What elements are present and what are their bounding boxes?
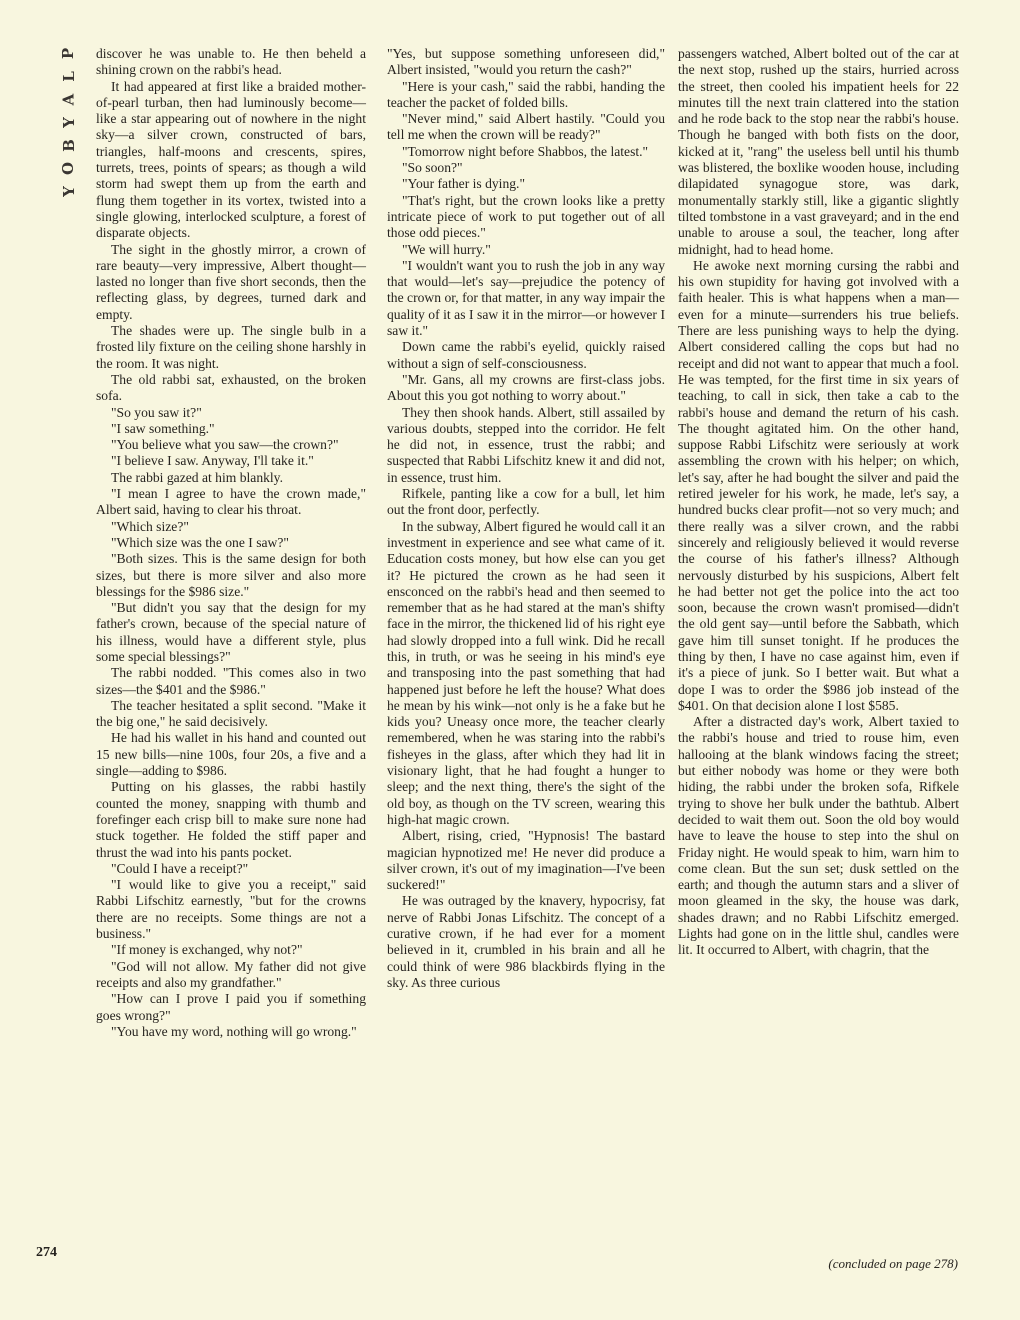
paragraph: "God will not allow. My father did not give receipts and also my grandfather." (96, 958, 366, 990)
paragraph: "I would like to give you a receipt," said Rabbi Lifschitz earnestly, "but for the crowns there are no receipts. Some things are not a business." (96, 877, 366, 942)
logo-letter: A (59, 93, 78, 106)
page-number: 274 (36, 1245, 57, 1260)
paragraph: "Yes, but suppose something unforeseen did," Albert insisted, "would you return the cash?" (387, 46, 665, 78)
paragraph: In the subway, Albert figured he would call it an investment in experience and see what came of it. Education costs money, but how else can you get it? He pictured the crown as he had seen it ensconced on the rabbi's head and then seemed to remember that as he had stared at the man's shifty face in the mirror, the thickened lid of his right eye had slowly dropped into a full wink. Did he recall this, in truth, or was he seeing in his mind's eye and transposing into the past something that had happened just before he left the house? What does he mean by his wink—not only is he a fake but he kids you? Uneasy once more, the teacher clearly remembered, when he was staring into the rabbi's fisheyes in the glass, after which they had lit in visionary light, that he had fought a hunger to sleep; and the next thing, there's the sight of the old boy, as though on the TV screen, wearing this high-hat magic crown. (387, 518, 665, 827)
paragraph: "So soon?" (402, 160, 463, 176)
logo-letter: Y (59, 117, 78, 128)
logo-letter: L (59, 71, 78, 82)
paragraph: The rabbi gazed at him blankly. (111, 469, 283, 485)
paragraph: The old rabbi sat, exhausted, on the broken sofa. (96, 371, 366, 404)
logo-letter: Y (59, 186, 78, 197)
logo-letter: O (59, 161, 78, 176)
paragraph: The rabbi nodded. "This comes also in two sizes—the $401 and the $986." (96, 665, 366, 697)
paragraph: "If money is exchanged, why not?" (111, 942, 303, 958)
paragraph: After a distracted day's work, Albert taxied to the rabbi's house and tried to rouse him, even hallooing at the blank windows facing the street; but either nobody was home or they were both hiding, the rabbi under the broken sofa, Rifkele trying to shove her bulk under the bathtub. Albert decided to wait them out. Soon the old boy would have to leave the house to step into the shul on Friday night. He would speak to him, warn him to come clean. But the sun set; dusk settled on the earth; and though the autumn stars and a sliver of moon gleamed in the sky, the house was dark, shades drawn; and no Rabbi Lifschitz emerged. Lights had gone on in the little shul, candles were lit. It occurred to Albert, with chagrin, that the (678, 714, 959, 958)
paragraph: "But didn't you say that the design for my father's crown, because of the special nature of his illness, would have a different style, plus some special blessings?" (96, 600, 366, 664)
paragraph: "Which size was the one I saw?" (111, 534, 289, 550)
paragraph: "Which size?" (111, 518, 189, 534)
text-column-1 (96, 46, 366, 1040)
paragraph: "We will hurry." (402, 241, 491, 257)
paragraph: "You believe what you saw—the crown?" (111, 437, 339, 453)
paragraph: The shades were up. The single bulb in a frosted lily fixture on the ceiling shone harshly in the room. It was night. (96, 323, 366, 371)
paragraph: They then shook hands. Albert, still assailed by various doubts, stepped into the corridor. He felt he did not, in essence, trust the rabbi; and suspected that Rabbi Lifschitz knew it and did not, in essence, trust him. (387, 404, 665, 485)
paragraph: discover he was unable to. He then beheld a shining crown on the rabbi's head. (96, 46, 366, 78)
paragraph: Rifkele, panting like a cow for a bull, let him out the front door, perfectly. (387, 486, 665, 518)
paragraph: "Your father is dying." (402, 176, 525, 192)
paragraph: "I mean I agree to have the crown made," Albert said, having to clear his throat. (96, 486, 366, 518)
paragraph: "Mr. Gans, all my crowns are first-class jobs. About this you got nothing to worry about." (387, 371, 665, 404)
paragraph: "How can I prove I paid you if something goes wrong?" (96, 991, 366, 1023)
paragraph: "Could I have a receipt?" (111, 860, 249, 876)
paragraph: "Tomorrow night before Shabbos, the latest." (402, 143, 649, 159)
paragraph: Down came the rabbi's eyelid, quickly raised without a sign of self-consciousness. (387, 339, 665, 371)
magazine-logo (58, 42, 80, 203)
paragraph: The teacher hesitated a split second. "Make it the big one," he said decisively. (96, 697, 366, 730)
paragraph: He awoke next morning cursing the rabbi and his own stupidity for having got involved with a faith healer. This is what happens when a man—even for a minute—surrenders his true beliefs. There are less punishing ways to help the dying. Albert considered calling the cops but had no receipt and did not want to appear that much a fool. He was tempted, for the first time in six years of teaching, to call in sick, then take a cab to the rabbi's house and demand the return of his cash. The thought agitated him. On the other hand, suppose Rabbi Lifschitz were seriously at work assembling the crown with his helper; on which, let's say, after he had bought the silver and paid the retired jeweler for his work, he made, let's say, a hundred bucks clear profit—not so very much; and there really was a silver crown, and the rabbi sincerely and religiously believed it would reverse the course of his father's illness? Although nervously disturbed by his suspicions, Albert felt he had better not get the police into the act too soon, because the crown wasn't promised—didn't the old gent say—until before the Sabbath, which gave him till sunset tonight. If he produces the thing by then, I have no case against him, even if it's a piece of junk. So I better wait. But what a dope I was to order the $986 job instead of the $401. On that decision alone I lost $585. (678, 257, 959, 713)
paragraph: "I wouldn't want you to rush the job in any way that would—let's say—prejudice the potency of the crown or, for that matter, in any way impair the quality of it as I saw it in the mirror—or however I saw it." (387, 257, 665, 339)
paragraph: "I saw something." (111, 420, 215, 436)
paragraph: Albert, rising, cried, "Hypnosis! The bastard magician hypnotized me! He never did produce a silver crown, it's out of my imagination—I've been suckered!" (387, 828, 665, 893)
paragraph: "Never mind," said Albert hastily. "Could you tell me when the crown will be ready?" (387, 111, 665, 143)
paragraph: "Here is your cash," said the rabbi, handing the teacher the packet of folded bills. (387, 78, 665, 110)
paragraph: "That's right, but the crown looks like a pretty intricate piece of work to put together out of all those odd pieces." (387, 192, 665, 241)
logo-letter: B (59, 139, 78, 152)
text-column-3 (678, 46, 959, 959)
paragraph: "So you saw it?" (111, 404, 202, 420)
paragraph: passengers watched, Albert bolted out of the car at the next stop, rushed up the stairs, hurried across the street, then cooled his impatient heels for 22 minutes till the next train clattered into the station and he rode back to the stop near the rabbi's house. Though he banged with both fists on the door, kicked at it, "rang" the useless bell until his thumb was blistered, the boxlike wooden house, including dilapidated synagogue store, was dark, monumentally starkly still, like a gigantic slightly tilted tombstone in a vast graveyard; and in the end unable to arouse a soul, the teacher, long after midnight, had to head home. (678, 46, 959, 257)
paragraph: He had his wallet in his hand and counted out 15 new bills—nine 100s, four 20s, a five and a single—adding to $986. (96, 730, 366, 779)
continuation-note: (concluded on page 278) (828, 1256, 958, 1271)
paragraph: "I believe I saw. Anyway, I'll take it." (111, 453, 314, 469)
logo-letter: P (59, 47, 78, 60)
paragraph: The sight in the ghostly mirror, a crown of rare beauty—very impressive, Albert thought—lasted no longer than five short seconds, then the reflecting glass, by degrees, turned dark and empty. (96, 241, 366, 322)
text-column-2 (387, 46, 665, 991)
paragraph: Putting on his glasses, the rabbi hastily counted the money, snapping with thumb and forefinger each crisp bill to make sure none had stuck together. He folded the stiff paper and thrust the wad into his pants pocket. (96, 779, 366, 860)
paragraph: "You have my word, nothing will go wrong." (111, 1023, 357, 1039)
paragraph: He was outraged by the knavery, hypocrisy, fat nerve of Rabbi Jonas Lifschitz. The concept of a curative crown, if he had ever for a moment believed in it, crumbled in his brain and all he could think of were 986 blackbirds flying in the sky. As three curious (387, 893, 665, 990)
paragraph: "Both sizes. This is the same design for both sizes, but there is more silver and also more blessings for the $986 size." (96, 551, 366, 599)
paragraph: It had appeared at first like a braided mother-of-pearl turban, then had luminously become—like a star appearing out of nowhere in the night sky—a silver crown, constructed of bars, triangles, half-moons and crescents, spires, turrets, trees, points of spears; as though a wild storm had swept them up from the earth and flung them together in its vortex, twisted into a single glowing, interlocked sculpture, a forest of disparate objects. (96, 78, 366, 241)
